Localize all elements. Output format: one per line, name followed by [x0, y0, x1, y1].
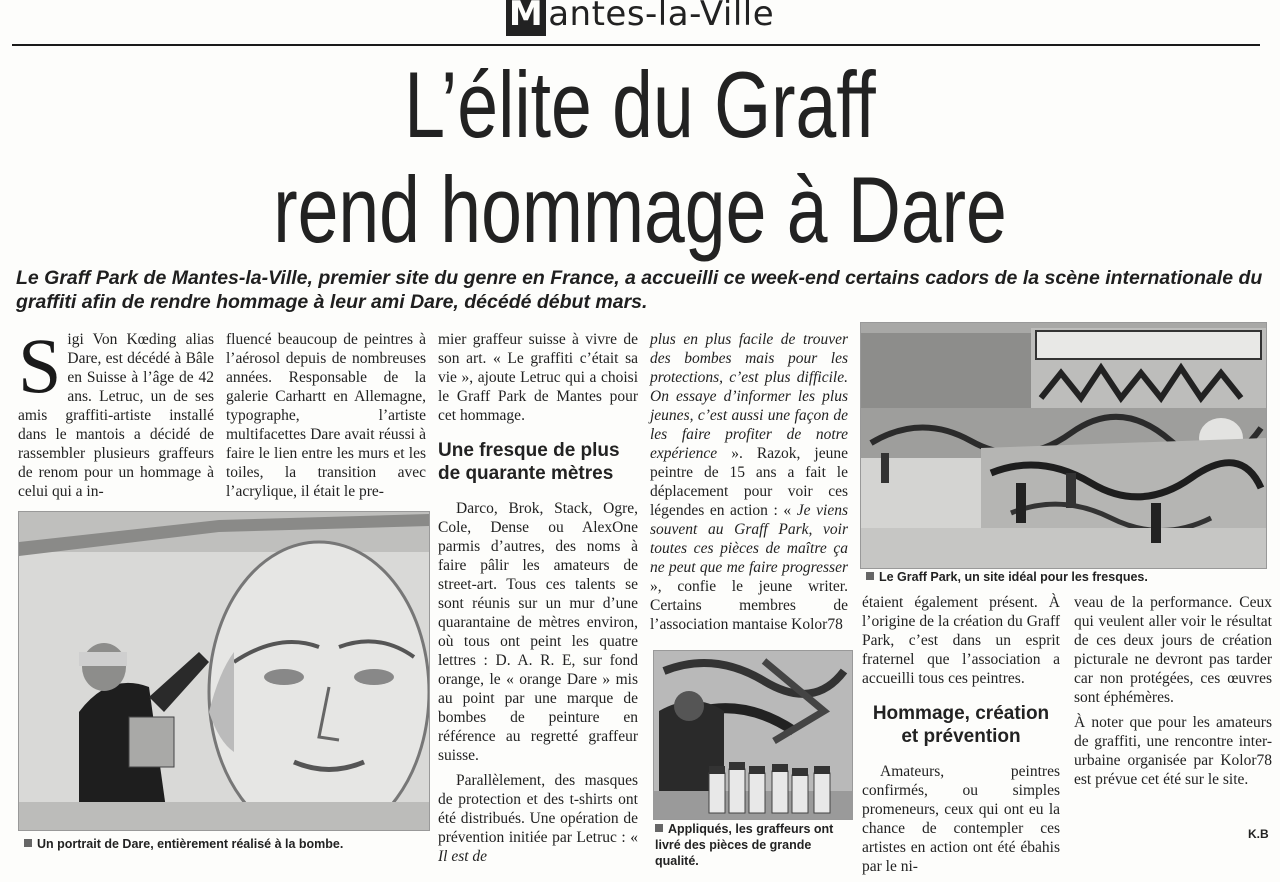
byline: K.B — [1248, 827, 1269, 841]
photo-graff-park — [860, 322, 1267, 569]
quote-letruc: plus en plus facile de trouver des bombes mais pour les protections, c’est plus difficile. On essaye d’informer les plus jeunes, c’est aussi une façon de les faire profiter de notre expérience — [650, 331, 848, 462]
column-4-text — [650, 330, 848, 634]
headline-line-2: rend hommage à Dare — [273, 157, 1007, 262]
caption-cans-text: Appliqués, les graffeurs ont livré des pièces de grande qualité. — [655, 822, 834, 868]
column-4-text-2: », confie le jeune writer. Certains membres de l’association mantaise Kolor78 — [650, 578, 848, 633]
column-2-text: fluencé beaucoup de peintres à l’aérosol depuis de nombreuses années. Responsable de la galerie Carhartt en Allemagne, typographe, l’artiste multifacettes Dare avait réussi à faire le lien entre les murs et les toiles, la transition avec l’acrylique, il était le pre- — [226, 331, 426, 500]
caption-square-icon — [655, 824, 663, 832]
caption-square-icon — [866, 572, 874, 580]
column-5-intro: étaient également présent. À l’origine de la création du Graff Park, c’est dans un esprit fraternel que l’association a accueilli tous ces peintres. — [862, 594, 1060, 687]
article-column-2 — [226, 330, 426, 507]
photo-spray-cans — [653, 650, 853, 820]
section-header — [0, 0, 1280, 36]
caption-graff-park — [866, 569, 1266, 585]
portrait-illustration — [19, 512, 429, 830]
column-3-prevention-text: Parallèlement, des masques de protection et des t-shirts ont été distribués. Une opération de prévention initiée par Letruc : « — [438, 772, 638, 846]
article-column-1 — [18, 322, 214, 501]
column-3-quote-start: Il est de — [438, 848, 488, 865]
column-1-text: igi Von Kœding alias Dare, est décédé à Bâle en Suisse à l’âge de 42 ans. Letruc, un de ses amis graffiti-artiste installé dans le mantois a décidé de rassembler plusieurs graffeurs de renom pour un hommage à celui qui a in- — [18, 331, 214, 500]
caption-cans — [655, 821, 853, 869]
section-name: antes-la-Ville — [548, 0, 775, 34]
photo-portrait-mural — [18, 511, 430, 831]
caption-portrait — [24, 836, 424, 852]
subhead-fresque: Une fresque de plus de quarante mètres — [438, 440, 620, 484]
caption-square-icon — [24, 839, 32, 847]
article-column-3 — [438, 330, 638, 872]
column-3-prevention — [438, 771, 638, 866]
caption-graff-park-text: Le Graff Park, un site idéal pour les fresques. — [879, 570, 1148, 584]
drop-cap: S — [18, 322, 62, 409]
article-column-6 — [1074, 593, 1272, 795]
column-3-body: Darco, Brok, Stack, Ogre, Cole, Dense ou AlexOne parmis d’autres, des noms à faire pâlir les amateurs de street-art. Tous ces talents se sont réunis sur un mur d’une quarantaine de mètres environ, où tous ont peint les quatre lettres : D. A. R. E, sur fond orange, le « orange Dare » mis au point par une marque de bombes de peinture en référence au regretté graffeur suisse. — [438, 500, 638, 764]
section-logo-mark: M — [506, 0, 546, 36]
column-6-text-1: veau de la performance. Ceux qui veulent aller voir le résultat de ces deux jours de création picturale ne devront pas tarder car non protégées, ces œuvres sont éphémères. — [1074, 594, 1272, 706]
quote-razok: Je viens souvent au Graff Park, voir toutes ces pièces de maître ça ne peut que me faire progresser — [650, 502, 848, 576]
column-3-intro: mier graffeur suisse à vivre de son art. « Le graffiti c’était sa vie », ajoute Letruc qui a choisi le Graff Park de Mantes pour cet hommage. — [438, 331, 638, 424]
caption-portrait-text: Un portrait de Dare, entièrement réalisé à la bombe. — [37, 837, 344, 851]
column-4-text-1: ». Razok, jeune peintre de 15 ans a fait le déplacement pour voir ces légendes en action : « — [650, 445, 848, 519]
column-5-body: Amateurs, peintres confirmés, ou simples promeneurs, ceux qui ont eu la chance de contempler ces artistes en action ont été ébahis par le ni- — [862, 763, 1060, 875]
subhead-hommage: Hommage, création et prévention — [872, 703, 1050, 747]
standfirst: Le Graff Park de Mantes-la-Ville, premier site du genre en France, a accueilli ce week-end certains cadors de la scène internationale du graffiti afin de rendre hommage à leur ami Dare, décédé début mars. — [16, 267, 1263, 313]
graff-park-illustration — [861, 323, 1266, 568]
article-column-5 — [862, 593, 1060, 882]
header-rule — [12, 44, 1260, 46]
article-column-4 — [650, 330, 848, 640]
headline-line-1: L’élite du Graff — [404, 52, 876, 157]
spray-cans-illustration — [654, 651, 852, 819]
column-6-text-2: À noter que pour les amateurs de graffiti, une rencontre inter-urbaine organisée par Kolor78 est prévue cet été sur le site. — [1074, 714, 1272, 788]
